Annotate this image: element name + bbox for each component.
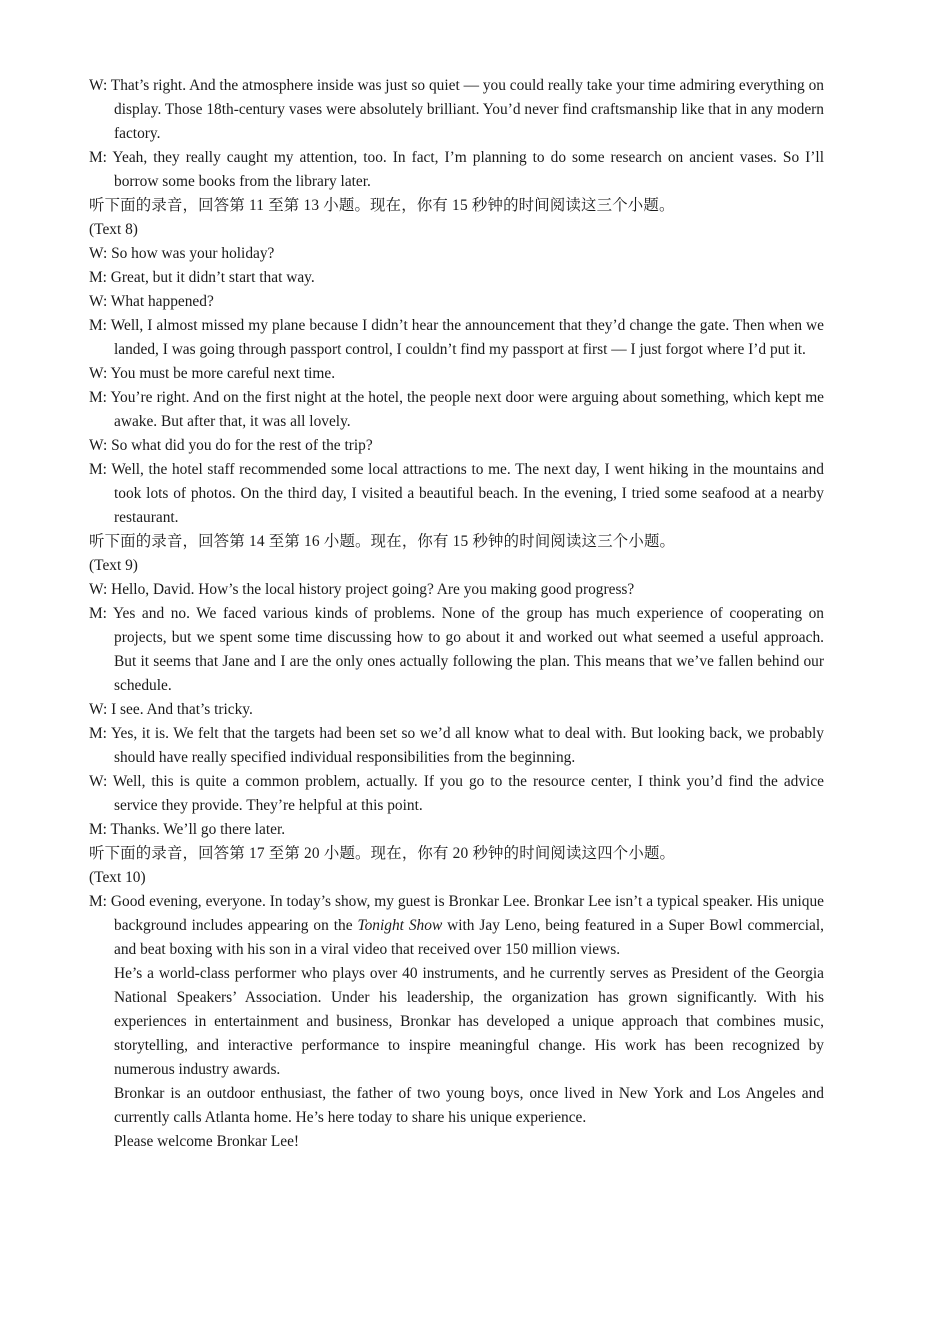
dialogue-line: M: Yeah, they really caught my attention, too. In fact, I’m planning to do some research on ancient vases. So I’ll borrow some books from the library later. bbox=[89, 149, 824, 190]
dialogue-line: W: What happened? bbox=[89, 293, 214, 310]
text-heading: (Text 9) bbox=[89, 557, 138, 574]
document-page bbox=[89, 74, 824, 1154]
monologue-paragraph: Please welcome Bronkar Lee! bbox=[114, 1133, 300, 1150]
dialogue-line: M: Thanks. We’ll go there later. bbox=[89, 821, 286, 838]
monologue-paragraph: He’s a world-class performer who plays over 40 instruments, and he currently serves as President of the Georgia National Speakers’ Association. Under his leadership, the organization has grown significantly. With his experiences in entertainment and business, Bronkar has developed a unique approach that combines music, storytelling, and interactive performance to inspire meaningful change. His work has been recognized by numerous industry awards. bbox=[114, 965, 824, 1078]
dialogue-line: M: Well, I almost missed my plane because I didn’t hear the announcement that they’d change the gate. Then when we landed, I was going through passport control, I couldn’t find my passport at first — I just forgot where I’d put it. bbox=[89, 317, 824, 358]
intro-text-after: with Jay Leno, being featured in a Super Bowl commercial, and beat boxing with his son in a viral video that received over 150 million views. bbox=[114, 917, 824, 958]
text-heading: (Text 8) bbox=[89, 221, 138, 238]
dialogue-line: M: You’re right. And on the first night at the hotel, the people next door were arguing about something, which kept me awake. But after that, it was all lovely. bbox=[89, 389, 824, 430]
show-title: Tonight Show bbox=[357, 917, 443, 934]
dialogue-line: M: Yes and no. We faced various kinds of problems. None of the group has much experience of cooperating on projects, but we spent some time discussing how to go about it and worked out what seemed a useful approach. But it seems that Jane and I are the only ones actually following the plan. This means that we’ve fallen behind our schedule. bbox=[89, 605, 824, 694]
dialogue-line: W: Hello, David. How’s the local history project going? Are you making good progress? bbox=[89, 581, 635, 598]
dialogue-line: W: You must be more careful next time. bbox=[89, 365, 336, 382]
dialogue-line: M: Great, but it didn’t start that way. bbox=[89, 269, 315, 286]
listening-instruction: 听下面的录音，回答第 14 至第 16 小题。现在，你有 15 秒钟的时间阅读这三个小题。 bbox=[89, 533, 676, 550]
listening-instruction: 听下面的录音，回答第 17 至第 20 小题。现在，你有 20 秒钟的时间阅读这四个小题。 bbox=[89, 845, 676, 862]
monologue-paragraph: Bronkar is an outdoor enthusiast, the father of two young boys, once lived in New York and Los Angeles and currently calls Atlanta home. He’s here today to share his unique experience. bbox=[114, 1085, 824, 1126]
dialogue-line: W: I see. And that’s tricky. bbox=[89, 701, 253, 718]
dialogue-line: W: Well, this is quite a common problem, actually. If you go to the resource center, I think you’d find the advice service they provide. They’re helpful at this point. bbox=[89, 773, 824, 814]
text-heading: (Text 10) bbox=[89, 869, 146, 886]
dialogue-line: W: That’s right. And the atmosphere inside was just so quiet — you could really take your time admiring everything on display. Those 18th-century vases were absolutely brilliant. You’d never find craftsmanship like that in any modern factory. bbox=[89, 77, 824, 142]
dialogue-line: M: Well, the hotel staff recommended some local attractions to me. The next day, I went hiking in the mountains and took lots of photos. On the third day, I visited a beautiful beach. In the evening, I tried some seafood at a nearby restaurant. bbox=[89, 461, 824, 526]
dialogue-line: W: So how was your holiday? bbox=[89, 245, 275, 262]
dialogue-line: W: So what did you do for the rest of the trip? bbox=[89, 437, 373, 454]
listening-instruction: 听下面的录音，回答第 11 至第 13 小题。现在，你有 15 秒钟的时间阅读这三个小题。 bbox=[89, 197, 675, 214]
monologue-intro bbox=[89, 890, 824, 962]
dialogue-line: M: Yes, it is. We felt that the targets had been set so we’d all know what to deal with. But looking back, we probably should have really specified individual responsibilities from the beginning. bbox=[89, 725, 824, 766]
intro-text-before: M: Good evening, everyone. In today’s show, my guest is Bronkar Lee. Bronkar Lee isn’t a typical speaker. His unique background includes appearing on the bbox=[89, 893, 824, 934]
